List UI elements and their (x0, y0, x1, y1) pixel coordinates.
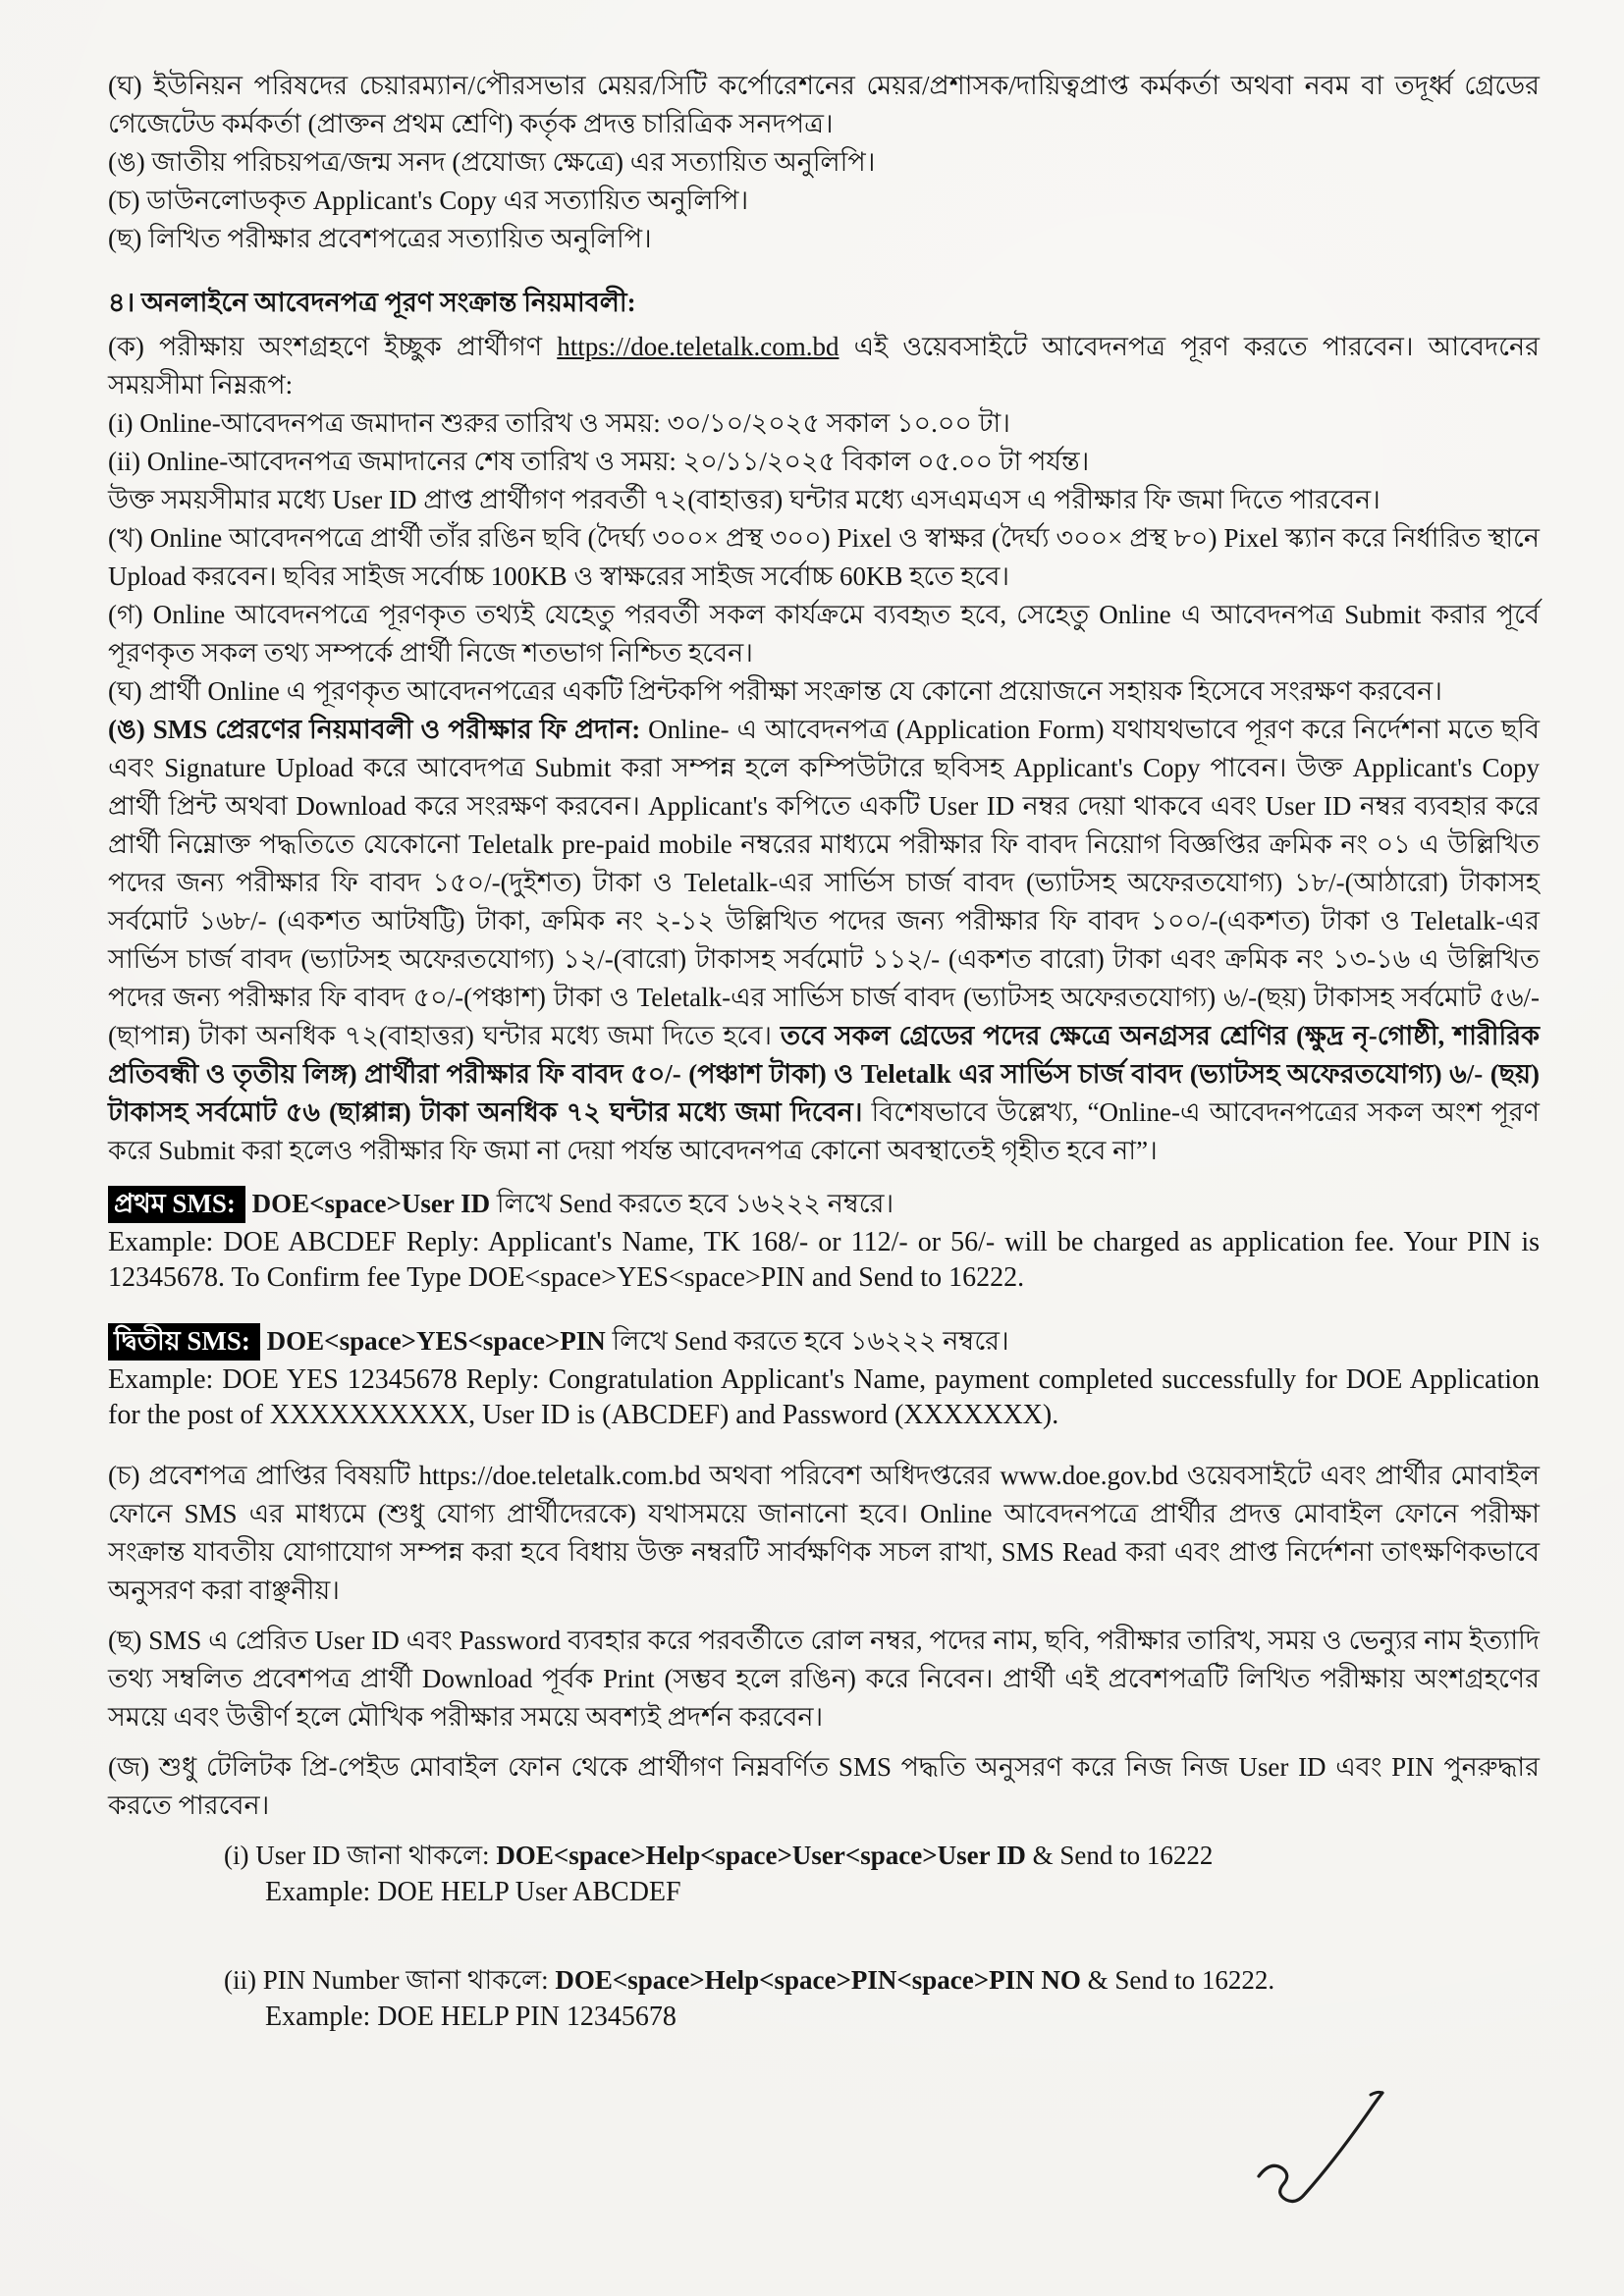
text-segment: বিশেষভাবে উল্লেখ্য, “Online-এ আবেদনপত্রের সকল অংশ পূরণ করে Submit করা হলেও পরীক্ষার ফি জমা না দেয়া পর্যন্ত আবেদনপত্র কোনো অবস্থাতেই গৃহীত হবে না”। (108, 1097, 1540, 1165)
text-segment: Example: DOE HELP PIN 12345678 (265, 2002, 677, 2032)
document-body (108, 67, 1540, 2035)
section-4-heading (108, 284, 1540, 322)
rule-ka-website (108, 328, 1540, 404)
text-segment: (ঘ) প্রার্থী Online এ পূরণকৃত আবেদনপত্রের একটি প্রিন্টকপি পরীক্ষা সংক্রান্ত যে কোনো প্রয়োজনে সহায়ক হিসেবে সংরক্ষণ করবেন। (108, 676, 1442, 706)
text-segment: Online- এ আবেদনপত্র (Application Form) যথাযথভাবে পূরণ করে নির্দেশনা মতে ছবি এবং Signature Upload করে আবেদপত্র Submit করা সম্পন্ন হলে কম্পিউটারে ছবিসহ Applicant's Copy পাবেন। উক্ত Applicant's Copy প্রার্থী প্রিন্ট অথবা Download করে সংরক্ষণ করবেন। Applicant's কপিতে একটি User ID নম্বর দেয়া থাকবে এবং User ID নম্বর ব্যবহার করে প্রার্থী নিম্নোক্ত পদ্ধতিতে যেকোনো Teletalk pre-paid mobile নম্বরের মাধ্যমে পরীক্ষার ফি বাবদ নিয়োগ বিজ্ঞপ্তির ক্রমিক নং ০১ এ উল্লিখিত পদের জন্য পরীক্ষার ফি বাবদ ১৫০/-(দুইশত) টাকা ও Teletalk-এর সার্ভিস চার্জ বাবদ (ভ্যাটসহ অফেরতযোগ্য) ১৮/-(আঠারো) টাকাসহ সর্বমোট ১৬৮/- (একশত আটষট্টি) টাকা, ক্রমিক নং ২-১২ উল্লিখিত পদের জন্য পরীক্ষার ফি বাবদ ১০০/-(একশত) টাকা ও Teletalk-এর সার্ভিস চার্জ বাবদ (ভ্যাটসহ অফেরতযোগ্য) ১২/-(বারো) টাকাসহ সর্বমোট ১১২/- (একশত বারো) টাকা এবং ক্রমিক নং ১৩-১৬ এ উল্লিখিত পদের জন্য পরীক্ষার ফি বাবদ ৫০/-(পঞ্চাশ) টাকা ও Teletalk-এর সার্ভিস চার্জ বাবদ (ভ্যাটসহ অফেরতযোগ্য) ৬/-(ছয়) টাকাসহ সর্বমোট ৫৬/- (ছাপান্ন) টাকা অনধিক ৭২(বাহাত্তর) ঘন্টার মধ্যে জমা দিতে হবে। (108, 715, 1540, 1050)
handwritten-tick-mark (1245, 2066, 1432, 2223)
text-segment: (ছ) লিখিত পরীক্ষার প্রবেশপত্রের সত্যায়িত অনুলিপি। (108, 224, 652, 253)
text-segment: (ii) PIN Number জানা থাকলে: (224, 1965, 556, 1995)
doe-website-url: www.doe.gov.bd (1000, 1461, 1179, 1490)
second-sms-example (108, 1362, 1540, 1433)
recovery-user-id-example (265, 1875, 1540, 1910)
recovery-pin-line (224, 1961, 1540, 2000)
first-sms-example (108, 1225, 1540, 1296)
text-segment: (ছ) SMS এ প্রেরিত User ID এবং Password ব্যবহার করে পরবর্তীতে রোল নম্বর, পদের নাম, ছবি, পরীক্ষার তারিখ, সময় ও ভেন্যুর নাম ইত্যাদি তথ্য সম্বলিত প্রবেশপত্র প্রার্থী Download পূর্বক Print (সম্ভব হলে রঙিন) করে নিবেন। প্রার্থী এই প্রবেশপত্রটি লিখিত পরীক্ষায় অংশগ্রহণের সময়ে এবং উত্তীর্ণ হলে মৌখিক পরীক্ষার সময়ে অবশ্যই প্রদর্শন করবেন। (108, 1626, 1540, 1732)
rule-jo-recovery-intro (108, 1748, 1540, 1825)
text-segment: লিখে Send করতে হবে ১৬২২২ নম্বরে। (490, 1189, 894, 1218)
text-segment: DOE<space>YES<space>PIN (259, 1326, 606, 1356)
rule-kha-photo-signature (108, 519, 1540, 596)
required-doc-item-uno (108, 143, 1540, 182)
text-segment: (i) User ID জানা থাকলে: (224, 1841, 497, 1870)
text-segment: (গ) Online আবেদনপত্রে পূরণকৃত তথ্যই যেহেতু পরবর্তী সকল কার্যক্রমে ব্যবহৃত হবে, সেহেতু Online এ আবেদনপত্র Submit করার পূর্বে পূরণকৃত সকল তথ্য সম্পর্কে প্রার্থী নিজে শতভাগ নিশ্চিত হবেন। (108, 600, 1540, 667)
text-segment: (i) Online-আবেদনপত্র জমাদান শুরুর তারিখ ও সময়: ৩০/১০/২০২৫ সকাল ১০.০০ টা। (108, 408, 1010, 438)
text-segment: তবে সকল গ্রেডের পদের ক্ষেত্রে অনগ্রসর শ্রেণির (ক্ষুদ্র নৃ-গোষ্ঠী, শারীরিক প্রতিবন্ধী ও তৃতীয় লিঙ্গ) প্রার্থীরা পরীক্ষার ফি বাবদ ৫০/- (পঞ্চাশ টাকা) ও Teletalk এর সার্ভিস চার্জ বাবদ (ভ্যাটসহ অফেরতযোগ্য) ৬/- (ছয়) টাকাসহ সর্বমোট ৫৬ (ছাপ্পান্ন) টাকা অনধিক ৭২ ঘন্টার মধ্যে জমা দিবেন। (108, 1021, 1540, 1127)
required-doc-item-chho (108, 220, 1540, 258)
text-segment: DOE<space>User ID (244, 1189, 491, 1218)
online-start-date-line (108, 404, 1540, 443)
text-segment: এই ওয়েবসাইটে আবেদনপত্র পূরণ করতে পারবেন। আবেদনের সময়সীমা নিম্নরূপ: (108, 332, 1540, 400)
text-segment: DOE<space>Help<space>User<space>User ID (496, 1841, 1026, 1870)
recovery-pin-example (265, 2000, 1540, 2035)
second-sms-instruction (108, 1319, 1540, 1362)
text-segment: অথবা পরিবেশ অধিদপ্তরের (700, 1461, 1001, 1490)
text-segment: (ঙ) SMS প্রেরণের নিয়মাবলী ও পরীক্ষার ফি প্রদান: (108, 715, 641, 744)
text-segment: DOE<space>Help<space>PIN<space>PIN NO (555, 1965, 1081, 1995)
rule-chho-admit-download (108, 1622, 1540, 1736)
text-segment: লিখে Send করতে হবে ১৬২২২ নম্বরে। (605, 1326, 1009, 1356)
rule-uno-sms-fee-rules (108, 711, 1540, 1170)
text-segment: উক্ত সময়সীমার মধ্যে User ID প্রাপ্ত প্রার্থীগণ পরবর্তী ৭২(বাহাত্তর) ঘন্টার মধ্যে এসএমএস এ পরীক্ষার ফি জমা দিতে পারবেন। (108, 485, 1380, 514)
text-segment: (ঙ) জাতীয় পরিচয়পত্র/জন্ম সনদ (প্রযোজ্য ক্ষেত্রে) এর সত্যায়িত অনুলিপি। (108, 147, 876, 177)
text-segment: Example: DOE ABCDEF Reply: Applicant's Name, TK 168/- or 112/- or 56/- will be charged as application fee. Your PIN is 12345678. To Confirm fee Type DOE<space>YES<space>PIN and Send to 16222. (108, 1227, 1540, 1293)
text-segment: ৪। অনলাইনে আবেদনপত্র পূরণ সংক্রান্ত নিয়মাবলী: (108, 288, 636, 317)
text-segment: & Send to 16222. (1080, 1965, 1275, 1995)
required-doc-item-cho (108, 182, 1540, 220)
application-website-url: https://doe.teletalk.com.bd (557, 332, 839, 361)
fee-deadline-note (108, 481, 1540, 519)
first-sms-label: প্রথম SMS: (108, 1186, 245, 1223)
recovery-user-id-line (224, 1837, 1540, 1875)
text-segment: (চ) প্রবেশপত্র প্রাপ্তির বিষয়টি (108, 1461, 419, 1490)
text-segment: (ঘ) ইউনিয়ন পরিষদের চেয়ারম্যান/পৌরসভার মেয়র/সিটি কর্পোরেশনের মেয়র/প্রশাসক/দায়িত্বপ্রাপ্ত কর্মকর্তা অথবা নবম বা তদূর্ধ্ব গ্রেডের গেজেটেড কর্মকর্তা (প্রাক্তন প্রথম শ্রেণি) কর্তৃক প্রদত্ত চারিত্রিক সনদপত্র। (108, 71, 1540, 138)
text-segment: (চ) ডাউনলোডকৃত Applicant's Copy এর সত্যায়িত অনুলিপি। (108, 186, 749, 215)
text-segment: (জ) শুধু টেলিটক প্রি-পেইড মোবাইল ফোন থেকে প্রার্থীগণ নিম্নবর্ণিত SMS পদ্ধতি অনুসরণ করে নিজ নিজ User ID এবং PIN পুনরুদ্ধার করতে পারবেন। (108, 1752, 1540, 1820)
text-segment: Example: DOE HELP User ABCDEF (265, 1877, 681, 1907)
rule-cho-admit-card-notice (108, 1457, 1540, 1610)
teletalk-website-url: https://doe.teletalk.com.bd (418, 1461, 701, 1490)
text-segment: Example: DOE YES 12345678 Reply: Congratulation Applicant's Name, payment completed successfully for DOE Application for the post of XXXXXXXXXX, User ID is (ABCDEF) and Password (XXXXXXX). (108, 1364, 1540, 1430)
text-segment: (খ) Online আবেদনপত্রে প্রার্থী তাঁর রঙিন ছবি (দৈর্ঘ্য ৩০০× প্রস্থ ৩০০) Pixel ও স্বাক্ষর (দৈর্ঘ্য ৩০০× প্রস্থ ৮০) Pixel স্ক্যান করে নির্ধারিত স্থানে Upload করবেন। ছবির সাইজ সর্বোচ্চ 100KB ও স্বাক্ষরের সাইজ সর্বোচ্চ 60KB হতে হবে। (108, 523, 1540, 591)
text-segment: (ক) পরীক্ষায় অংশগ্রহণে ইচ্ছুক প্রার্থীগণ (108, 332, 558, 361)
rule-gha-print-copy (108, 672, 1540, 711)
online-end-date-line (108, 443, 1540, 481)
required-doc-item-gha (108, 67, 1540, 143)
first-sms-instruction (108, 1182, 1540, 1225)
second-sms-label: দ্বিতীয় SMS: (108, 1323, 260, 1361)
text-segment: ওয়েবসাইটে এবং প্রার্থীর মোবাইল ফোনে SMS এর মাধ্যমে (শুধু যোগ্য প্রার্থীদেরকে) যথাসময়ে জানানো হবে। Online আবেদনপত্রে প্রার্থীর প্রদত্ত মোবাইল ফোনে পরীক্ষা সংক্রান্ত যাবতীয় যোগাযোগ সম্পন্ন করা হবে বিধায় উক্ত নম্বরটি সার্বক্ষণিক সচল রাখা, SMS Read করা এবং প্রাপ্ত নির্দেশনা তাৎক্ষণিকভাবে অনুসরণ করা বাঞ্ছনীয়। (108, 1461, 1540, 1605)
text-segment: (ii) Online-আবেদনপত্র জমাদানের শেষ তারিখ ও সময়: ২০/১১/২০২৫ বিকাল ০৫.০০ টা পর্যন্ত। (108, 447, 1090, 476)
rule-ga-verify-info (108, 596, 1540, 672)
text-segment: & Send to 16222 (1025, 1841, 1214, 1870)
